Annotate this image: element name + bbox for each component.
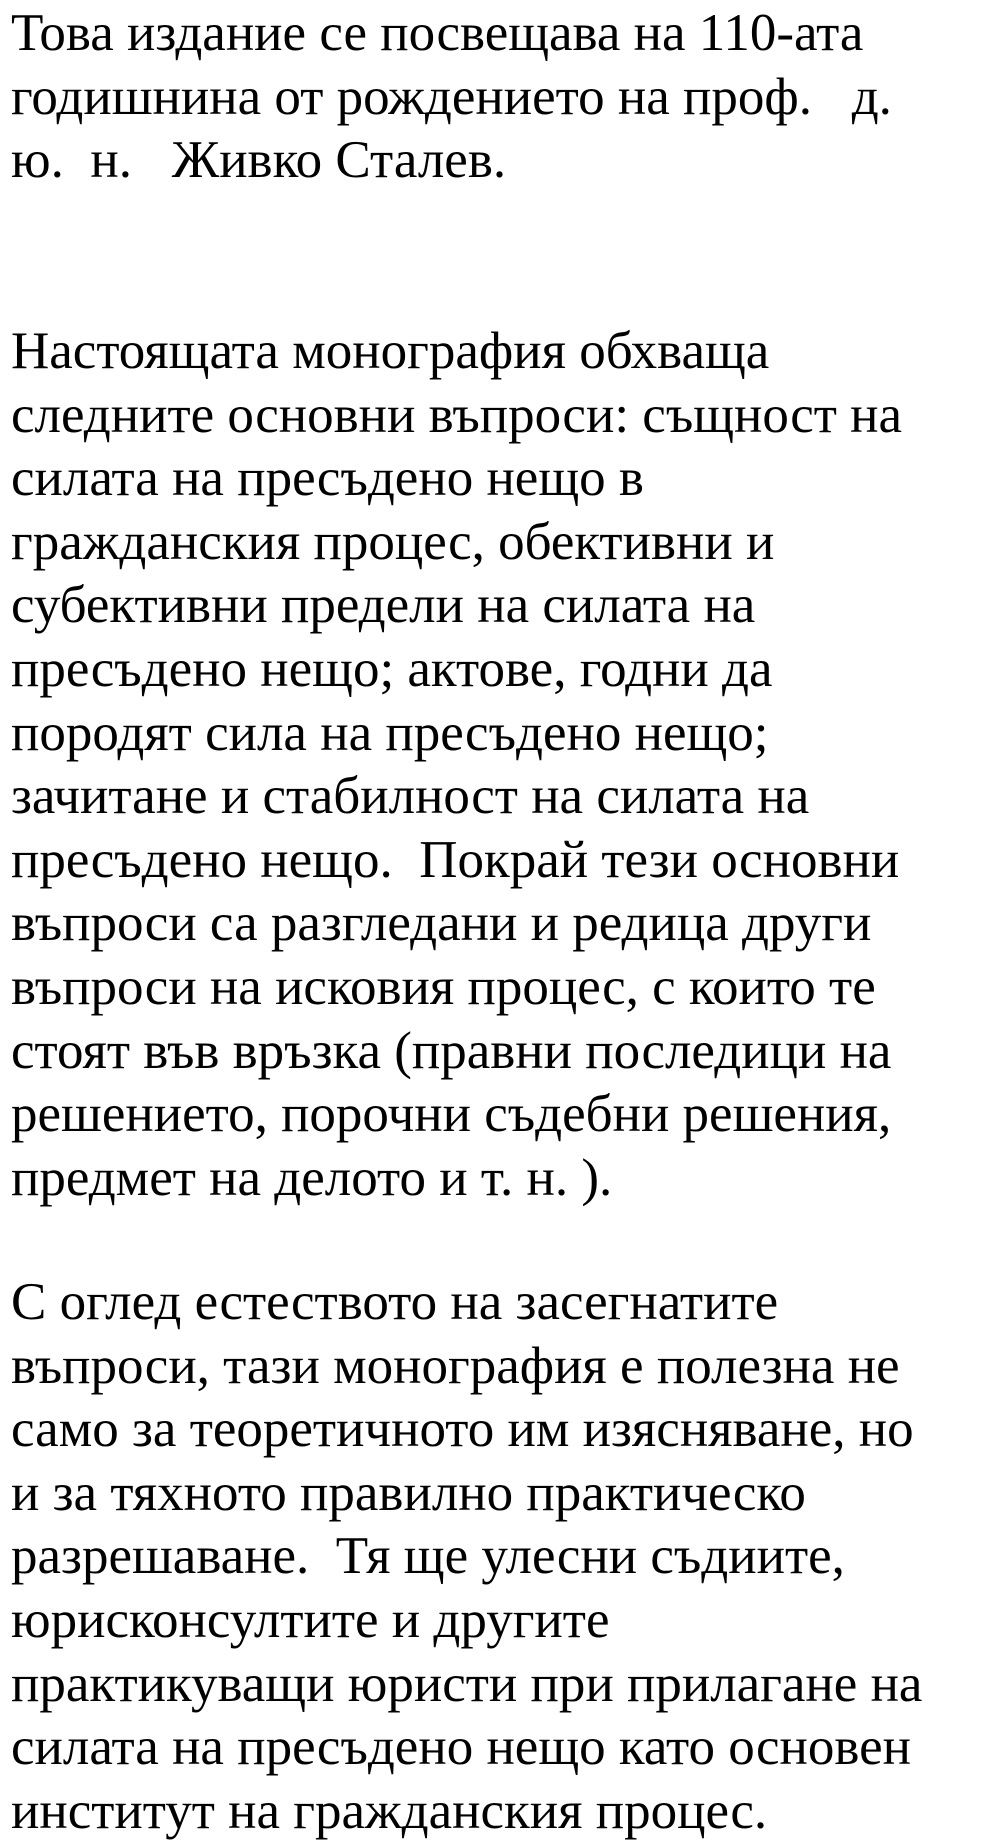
text-line: разрешаване. Тя ще улесни съдиите, xyxy=(11,1527,845,1586)
text-line: само за теоретичното им изясняване, но xyxy=(11,1400,914,1459)
text-line: предмет на делото и т. н. ). xyxy=(11,1148,613,1207)
summary-paragraph xyxy=(11,320,902,1210)
text-line: Настоящата монография обхваща xyxy=(11,322,770,380)
text-line: зачитане и стабилност на силата на xyxy=(11,767,810,826)
text-line: силата на пресъдено нещо в xyxy=(11,449,644,508)
text-line: породят сила на пресъдено нещо; xyxy=(11,703,769,762)
text-line: въпроси, тази монография е полезна не xyxy=(11,1336,900,1395)
text-line: стоят във връзка (правни последици на xyxy=(11,1021,892,1080)
text-line: Това издание се посвещава на 110-ата xyxy=(11,4,864,62)
text-line: и за тяхното правилно практическо xyxy=(11,1463,806,1522)
text-line: пресъдено нещо. Покрай тези основни xyxy=(11,830,900,889)
text-line: силата на пресъдено нещо като основен xyxy=(11,1718,912,1777)
text-line: юрисконсултите и другите xyxy=(11,1590,610,1649)
text-line: ю. н. Живко Сталев. xyxy=(11,131,507,190)
text-line: пресъдено нещо; актове, годни да xyxy=(11,639,773,698)
text-line: решението, порочни съдебни решения, xyxy=(11,1085,892,1144)
dedication-paragraph xyxy=(11,2,892,193)
text-line: въпроси на исковия процес, с които те xyxy=(11,957,876,1016)
text-line: следните основни въпроси: същност на xyxy=(11,385,903,444)
text-line: С оглед естеството на засегнатите xyxy=(11,1273,779,1331)
text-line: субективни предели на силата на xyxy=(11,576,756,635)
text-line: гражданския процес, обективни и xyxy=(11,512,775,571)
usefulness-paragraph xyxy=(11,1271,922,1843)
text-line: годишнина от рождението на проф. д. xyxy=(11,67,892,126)
text-line: практикуващи юристи при прилагане на xyxy=(11,1654,923,1713)
text-line: въпроси са разгледани и редица други xyxy=(11,894,872,953)
text-line: институт на гражданския процес. xyxy=(11,1781,768,1840)
